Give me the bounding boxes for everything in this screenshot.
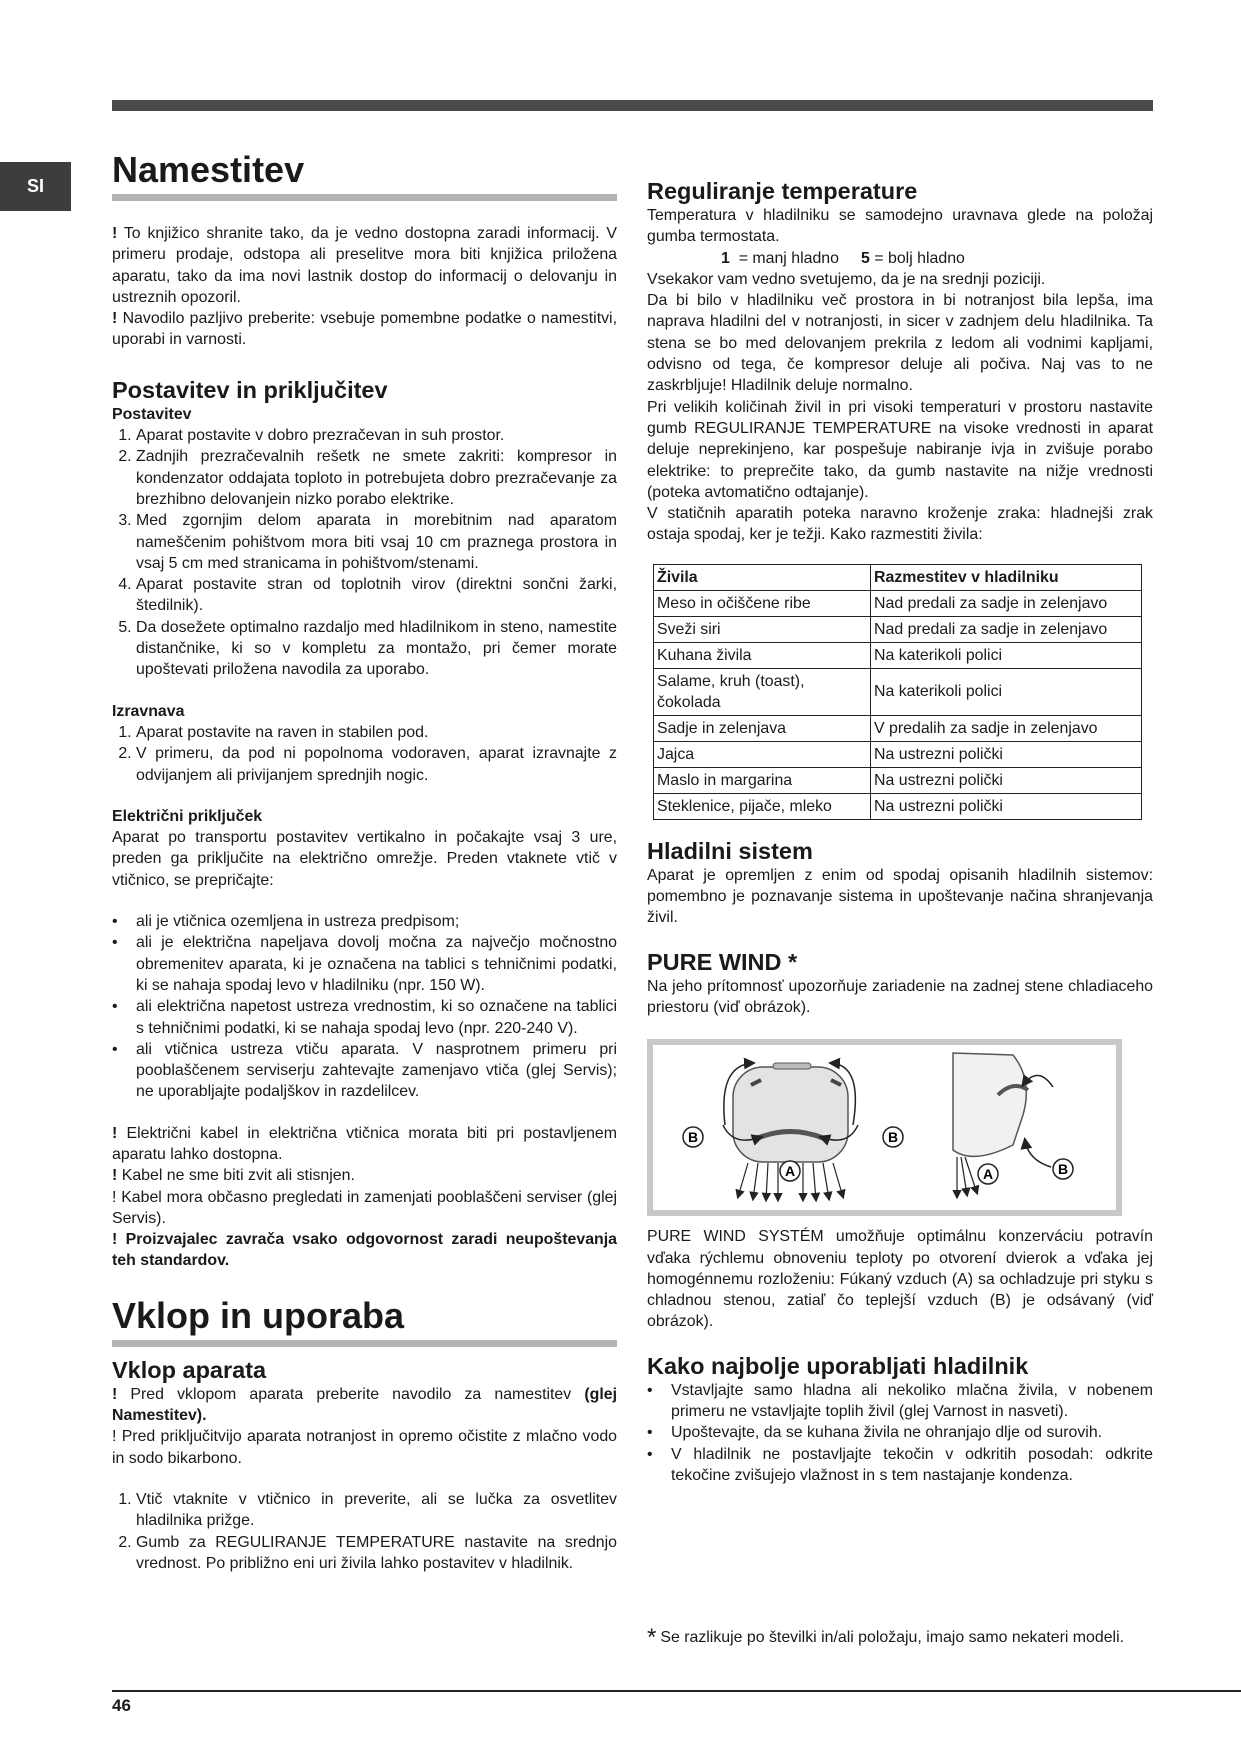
- scale-label: = manj hladno: [738, 249, 839, 267]
- table-cell: Jajca: [654, 741, 871, 767]
- fan-vent-top: [773, 1063, 811, 1069]
- airflow-arrow: [1025, 1140, 1051, 1167]
- heading-postavitev: Postavitev: [112, 405, 192, 423]
- scale-value: 5: [861, 249, 870, 267]
- list-item: 2. Zadnjih prezračevalnih rešetk ne smete zakriti: kompresor in kondenzator oddajata toploto in potrebujeta dobro prezračevanje za brezhibno delovanjein nizko porabo elektrike.: [136, 446, 617, 510]
- paragraph: V statičnih aparatih poteka naravno kroženje zraka: hladnejši zrak ostaja spodaj, ker je težji. Kako razmestiti živila:: [647, 505, 1153, 544]
- paragraph: PURE WIND SYSTÉM umožňuje optimálnu konzerváciu potravín vďaka rýchlemu obnoveniu teploty po otvorení dvierok a vďaka jej homogénnemu rozloženiu: Fúkaný vzduch (A) sa ochladzuje pri styku s chladnou stenou, zatiaľ čo teplejší vzduch (B) je odsávaný (viď obrázok).: [647, 1228, 1153, 1331]
- warning-text: Kabel ne sme biti zvit ali stisnjen.: [121, 1167, 355, 1185]
- paragraph: Da bi bilo v hladilniku več prostora in bi notranjost bila lepša, ima naprava hladilni del v notranjosti, in sicer v zadnjem delu hladilnika. Ta stena se bo med delovanjem prekrila z ledom ali vodnimi kapljami, odvisno od tega, če kompresor deluje ali počiva. Naj vas to ne zaskrbljuje! Hladilnik deluje normalno.: [647, 292, 1153, 395]
- table-header-row: [654, 564, 1142, 590]
- paragraph-text: To knjižico shranite tako, da je vedno dostopna zaradi informacij. V primeru prodaje, odstopa ali preselitve mora biti knjižica priložena aparatu, tako da ima novi lastnik dostop do informacij o delovanju in ustreznih opozoril.: [112, 225, 617, 306]
- subtitle-pure-wind: PURE WIND *: [647, 948, 798, 975]
- paragraph-text: Pred vklopom aparata preberite navodilo za namestitev: [130, 1385, 572, 1403]
- table-cell: Salame, kruh (toast), čokolada: [654, 668, 871, 715]
- warning-bold: ! Proizvajalec zavrača vsako odgovornost zaradi neupoštevanja teh standardov.: [112, 1231, 617, 1270]
- table-cell: Na ustrezni polički: [871, 741, 1142, 767]
- vklop-list: [112, 1489, 617, 1574]
- paragraph: Vsekakor vam vedno svetujemo, da je na srednji poziciji.: [647, 270, 1046, 288]
- warning: ! Kabel mora občasno pregledati in zamenjati pooblaščeni serviser (glej Servis).: [112, 1188, 617, 1227]
- table-cell: Nad predali za sadje in zelenjavo: [871, 590, 1142, 616]
- table-row: [654, 642, 1142, 668]
- heading-elektricni: Električni priključek: [112, 807, 263, 825]
- warning-mark: !: [112, 1385, 118, 1403]
- list-item: 5. Da dosežete optimalno razdaljo med hladilnikom in steno, namestite distančnike, ki so v kompletu za montažo, pri čemer morate upoštevati priložena navodila za uporabo.: [136, 617, 617, 681]
- page-number: 46: [112, 1696, 131, 1715]
- table-cell: Sveži siri: [654, 616, 871, 642]
- table-cell: Na katerikoli polici: [871, 668, 1142, 715]
- list-item: 1. Vtič vtaknite v vtičnico in preverite, ali se lučka za osvetlitev hladilnika prižge.: [136, 1489, 617, 1532]
- subtitle-kako-uporabljati: Kako najbolje uporabljati hladilnik: [647, 1352, 1029, 1379]
- paragraph: Na jeho prítomnosť upozorňuje zariadenie na zadnej stene chladiaceho priestoru (viď obrázok).: [647, 977, 1153, 1016]
- paragraph: [112, 1384, 617, 1427]
- right-column: [647, 150, 1153, 1486]
- list-item: • Upoštevajte, da se kuhana živila ne ohranjajo dlje od surovih.: [671, 1422, 1153, 1443]
- subtitle-reguliranje: Reguliranje temperature: [647, 178, 918, 204]
- list-item: • ali je električna napeljava dovolj močna za največjo močnostno obremenitev aparata, ki je označena na tablici s tehničnimi podatki, ki se nahaja spodaj levo v hladilniku (npr. 150 W).: [136, 932, 617, 996]
- list-item: 2. Gumb za REGULIRANJE TEMPERATURE nastavite na srednjo vrednost. Po približno eni uri živila lahko postavitev v hladilnik.: [136, 1532, 617, 1575]
- label-a: A: [982, 1166, 994, 1183]
- list-item: • ali vtičnica ustreza vtiču aparata. V nasprotnem primeru pri pooblaščenem serviserju zahtevajte zamenjavo vtiča (glej Servis); ne uporabljajte podaljškov in razdelilcev.: [136, 1039, 617, 1103]
- subtitle-hladilni-sistem: Hladilni sistem: [647, 837, 813, 864]
- fan-unit-side: [953, 1053, 1026, 1156]
- table-cell: Nad predali za sadje in zelenjavo: [871, 616, 1142, 642]
- kako-list: [647, 1380, 1153, 1486]
- pure-wind-diagram: [653, 1045, 1116, 1210]
- bottom-rule: [112, 1690, 1241, 1692]
- table-cell: Kuhana živila: [654, 642, 871, 668]
- list-item: 3. Med zgornjim delom aparata in morebitnim nad aparatom nameščenim pohištvom mora biti vsaj 10 cm praznega prostora in vsaj 5 cm med stranicama in pohištvom/stenami.: [136, 510, 617, 574]
- footnote-text: Se razlikuje po številki in/ali položaju, imajo samo nekateri modeli.: [660, 1629, 1125, 1646]
- table-cell: Na ustrezni polički: [871, 767, 1142, 793]
- label-b: B: [887, 1129, 899, 1146]
- paragraph-text: Navodilo pazljivo preberite: vsebuje pomembne podatke o namestitvi, uporabi in varnosti.: [112, 310, 618, 349]
- section-title-vklop: Vklop in uporaba: [112, 1296, 617, 1347]
- language-tab: [0, 162, 71, 211]
- temperature-scale: [647, 248, 1153, 269]
- scale-value: 1: [721, 249, 730, 267]
- paragraph: ! Pred priključitvijo aparata notranjost in opremo očistite z mlačno vodo in sodo bikarbono.: [112, 1428, 617, 1467]
- paragraph: [112, 223, 617, 308]
- table-cell: Meso in očiščene ribe: [654, 590, 871, 616]
- label-a: A: [784, 1163, 796, 1180]
- subtitle-postavitev-prikljucitev: Postavitev in priključitev: [112, 376, 388, 403]
- table-row: [654, 793, 1142, 819]
- table-row: [654, 668, 1142, 715]
- table-row: [654, 590, 1142, 616]
- heading-izravnava: Izravnava: [112, 702, 185, 720]
- list-item: 1. Aparat postavite na raven in stabilen pod.: [136, 722, 617, 743]
- list-item: 1. Aparat postavite v dobro prezračevan in suh prostor.: [136, 425, 617, 446]
- paragraph: [112, 308, 617, 351]
- section-title-namestitev: Namestitev: [112, 150, 617, 201]
- label-b: B: [687, 1129, 699, 1146]
- warning-mark: !: [112, 225, 118, 242]
- subtitle-vklop-aparata: Vklop aparata: [112, 1356, 267, 1383]
- label-b: B: [1057, 1161, 1069, 1178]
- left-column: [112, 150, 617, 1574]
- paragraph: Temperatura v hladilniku se samodejno uravnava glede na položaj gumba termostata.: [647, 207, 1153, 246]
- language-tab-label: SI: [26, 176, 44, 196]
- footnote-mark: *: [647, 1624, 657, 1651]
- table-row: [654, 767, 1142, 793]
- warning-mark: !: [112, 1124, 118, 1142]
- table-cell: Na katerikoli polici: [871, 642, 1142, 668]
- paragraph: Pri velikih količinah živil in pri visoki temperaturi v prostoru nastavite gumb REGULIRANJE TEMPERATURE na visoke vrednosti in aparat deluje neprekinjeno, kar pospešuje nabiranje ivja in zvišuje porabo elektrike: to preprečite tako, da gumb nastavite na nižje vrednosti (poteka avtomatično odtajanje).: [647, 398, 1153, 501]
- table-cell: Na ustrezni polički: [871, 793, 1142, 819]
- list-item: • V hladilnik ne postavljajte tekočin v odkritih posodah: odkrite tekočine zvišujejo vlažnost in s tem nastajanje kondenza.: [671, 1444, 1153, 1487]
- paragraph: Aparat je opremljen z enim od spodaj opisanih hladilnih sistemov: pomembno je poznavanje sistema in upoštevanje načina shranjevanja živil.: [647, 866, 1153, 927]
- list-item: • Vstavljajte samo hladna ali nekoliko mlačna živila, v nobenem primeru ne vstavljajte toplih živil (glej Varnost in nasveti).: [671, 1380, 1153, 1423]
- table-header-cell: Razmestitev v hladilniku: [871, 564, 1142, 590]
- table-header-cell: Živila: [654, 564, 871, 590]
- pure-wind-figure: [647, 1039, 1122, 1216]
- izravnava-list: [112, 722, 617, 786]
- scale-label: = bolj hladno: [874, 249, 965, 267]
- warning: [112, 1165, 617, 1186]
- table-cell: Steklenice, pijače, mleko: [654, 793, 871, 819]
- table-cell: V predalih za sadje in zelenjavo: [871, 715, 1142, 741]
- warning-mark: !: [112, 1167, 118, 1185]
- footnote: [647, 1624, 1153, 1651]
- side-airflow-arrows: [957, 1157, 977, 1197]
- table-row: [654, 616, 1142, 642]
- warning-mark: !: [112, 310, 118, 328]
- warning-text: Električni kabel in električna vtičnica morata biti pri postavljenem aparatu lahko dostopna.: [112, 1124, 617, 1163]
- top-rule: [112, 100, 1153, 111]
- paragraph: Aparat po transportu postavitev vertikalno in počakajte vsaj 3 ure, preden ga priključite na električno omrežje. Preden vtaknete vtič v vtičnico, se prepričajte:: [112, 829, 617, 889]
- airflow-arrow: [1023, 1076, 1053, 1088]
- elektricni-list: [112, 911, 617, 1103]
- warning: [112, 1123, 617, 1166]
- list-item: 4. Aparat postavite stran od toplotnih virov (direktni sončni žarki, štedilnik).: [136, 574, 617, 617]
- table-row: [654, 741, 1142, 767]
- list-item: • ali je vtičnica ozemljena in ustreza predpisom;: [136, 911, 617, 932]
- table-row: [654, 715, 1142, 741]
- table-cell: Sadje in zelenjava: [654, 715, 871, 741]
- postavitev-list: [112, 425, 617, 681]
- list-item: • ali električna napetost ustreza vrednostim, ki so označene na tablici s tehničnimi podatki, ki se nahaja spodaj levo (npr. 220-240 V).: [136, 996, 617, 1039]
- table-cell: Maslo in margarina: [654, 767, 871, 793]
- paragraph-bold: (glej Namestitev).: [112, 1385, 617, 1425]
- food-placement-table: [653, 564, 1142, 820]
- list-item: 2. V primeru, da pod ni popolnoma vodoraven, aparat izravnajte z odvijanjem ali privijanjem sprednjih nogic.: [136, 743, 617, 786]
